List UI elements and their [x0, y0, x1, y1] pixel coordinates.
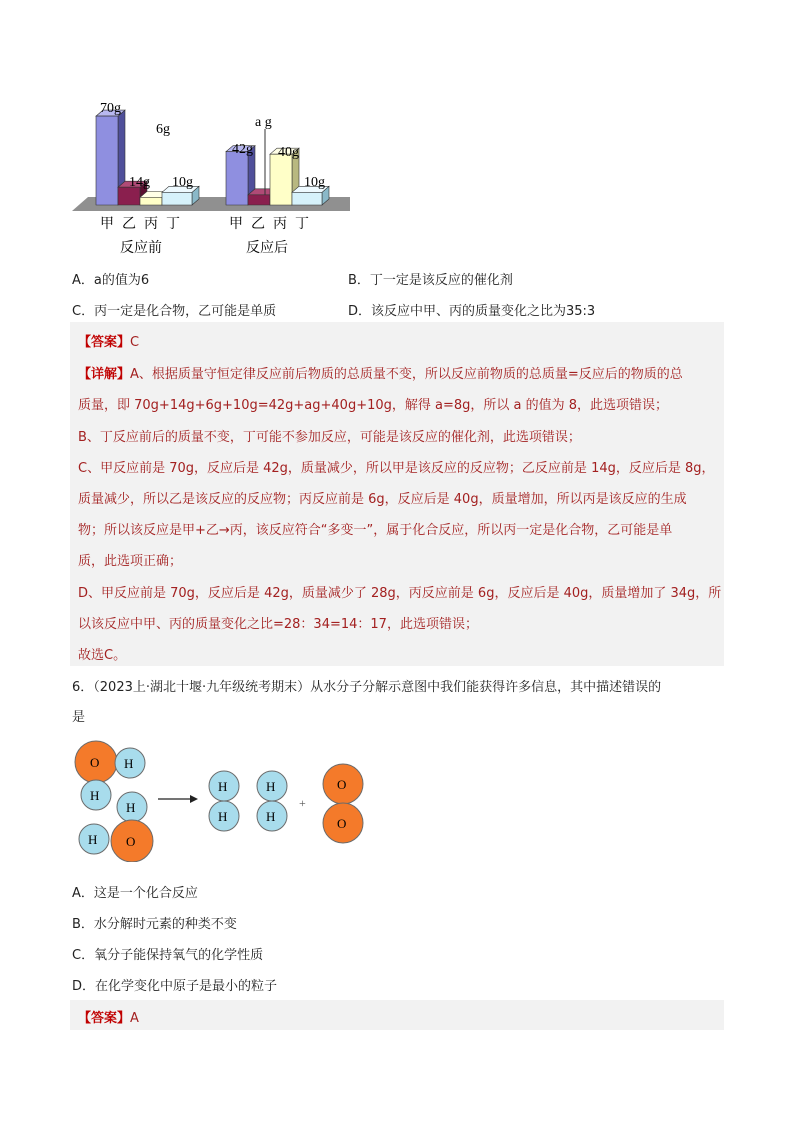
atom-label-h: H: [124, 756, 134, 771]
q5-detail-line-2: 质量，即 70g+14g+6g+10g=42g+ag+40g+10g，解得 a=8g，所以 a 的值为 8，此选项错误；: [78, 398, 669, 413]
q5-detail-line-6: 物；所以该反应是甲+乙→丙，该反应符合“多变一”，属于化合反应，所以丙一定是化合物，乙可能是单: [78, 523, 673, 538]
q6-answer-box: [70, 1000, 724, 1030]
cat-after-1: 乙: [251, 217, 265, 232]
water-decomposition-diagram: [70, 738, 380, 862]
atom-label-h: H: [90, 788, 100, 803]
q5-detail-line-8: D、甲反应前是 70g，反应后是 42g，质量减少了 28g，丙反应前是 6g，反应后是 40g，质量增加了 34g，所: [78, 586, 722, 601]
atom-label-h: H: [88, 832, 98, 847]
atom-label-o: O: [337, 816, 347, 831]
group-label-after: 反应后: [246, 241, 288, 256]
q5-answer-value: C: [130, 335, 140, 350]
atom-label-h: H: [266, 809, 276, 824]
atom-label-h: H: [266, 779, 276, 794]
label-before-jia: 70g: [100, 101, 121, 116]
q6-option-c: C．氧分子能保持氧气的化学性质: [72, 948, 264, 963]
q5-detail-line-9: 以该反应中甲、丙的质量变化之比=28：34=14：17，此选项错误；: [78, 617, 478, 632]
bar-after-2: [270, 154, 292, 205]
atom-label-o: O: [126, 834, 136, 849]
q5-answer-line: [78, 331, 139, 350]
q6-answer-line: [78, 1007, 139, 1026]
q5-answer-tag: 【答案】: [78, 335, 131, 350]
cat-before-3: 丁: [166, 217, 180, 232]
bar-before-0: [96, 116, 118, 205]
q6-answer-value: A: [130, 1011, 139, 1026]
q5-option-d: D．该反应中甲、丙的质量变化之比为35:3: [348, 304, 596, 319]
bar-before-3: [162, 192, 192, 205]
cat-after-2: 丙: [273, 217, 287, 232]
label-after-bing: 40g: [278, 145, 299, 160]
group-label-before: 反应前: [120, 241, 162, 256]
bar-after-3: [292, 192, 322, 205]
atom-label-h: H: [126, 800, 136, 815]
atom-label-o: O: [337, 777, 347, 792]
q6-option-b: B．水分解时元素的种类不变: [72, 917, 237, 932]
label-after-jia: 42g: [232, 142, 253, 157]
q6-stem-line-2: 是: [72, 710, 86, 725]
atom-label-o: O: [90, 755, 100, 770]
cat-before-1: 乙: [122, 217, 136, 232]
arrow-head-icon: [190, 795, 198, 803]
bar-after-0: [226, 152, 248, 205]
q5-detail-tag: 【详解】: [78, 367, 131, 382]
q5-detail-line-5: 质量减少，所以乙是该反应的反应物；丙反应前是 6g，反应后是 40g，质量增加，所以丙是该反应的生成: [78, 492, 687, 507]
label-after-yi: a g: [255, 115, 272, 130]
cat-after-3: 丁: [295, 217, 309, 232]
label-after-ding: 10g: [304, 175, 325, 190]
q5-detail-line-1: [78, 363, 683, 382]
q5-detail-text-1: A、根据质量守恒定律反应前后物质的总质量不变，所以反应前物质的总质量=反应后的物质的总: [130, 367, 683, 382]
q6-option-a: A．这是一个化合反应: [72, 886, 198, 901]
q5-detail-line-7: 质，此选项正确；: [78, 554, 183, 569]
plus-sign: +: [299, 796, 306, 810]
cat-before-2: 丙: [144, 217, 158, 232]
mass-bar-chart: [66, 95, 366, 265]
q6-option-d: D．在化学变化中原子是最小的粒子: [72, 979, 278, 994]
q5-option-a: A．a的值为6: [72, 273, 150, 288]
label-before-yi: 14g: [129, 175, 150, 190]
cat-before-0: 甲: [100, 217, 114, 232]
q5-conclusion: 故选C。: [78, 648, 127, 663]
q6-answer-tag: 【答案】: [78, 1011, 131, 1026]
bar-after-1: [248, 195, 270, 205]
q6-stem-line-1: 6．（2023上·湖北十堰·九年级统考期末）从水分子分解示意图中我们能获得许多信息，其中描述错误的: [72, 680, 662, 695]
atom-label-h: H: [218, 809, 228, 824]
label-before-ding: 10g: [172, 175, 193, 190]
atom-label-h: H: [218, 779, 228, 794]
q5-detail-line-4: C、甲反应前是 70g，反应后是 42g，质量减少，所以甲是该反应的反应物；乙反应前是 14g，反应后是 8g，: [78, 461, 715, 476]
q5-option-c: C．丙一定是化合物，乙可能是单质: [72, 304, 277, 319]
q5-detail-line-3: B、丁反应前后的质量不变，丁可能不参加反应，可能是该反应的催化剂，此选项错误；: [78, 430, 581, 445]
label-before-bing: 6g: [156, 122, 170, 137]
cat-after-0: 甲: [229, 217, 243, 232]
bar-before-2: [140, 197, 162, 205]
q5-option-b: B．丁一定是该反应的催化剂: [348, 273, 513, 288]
